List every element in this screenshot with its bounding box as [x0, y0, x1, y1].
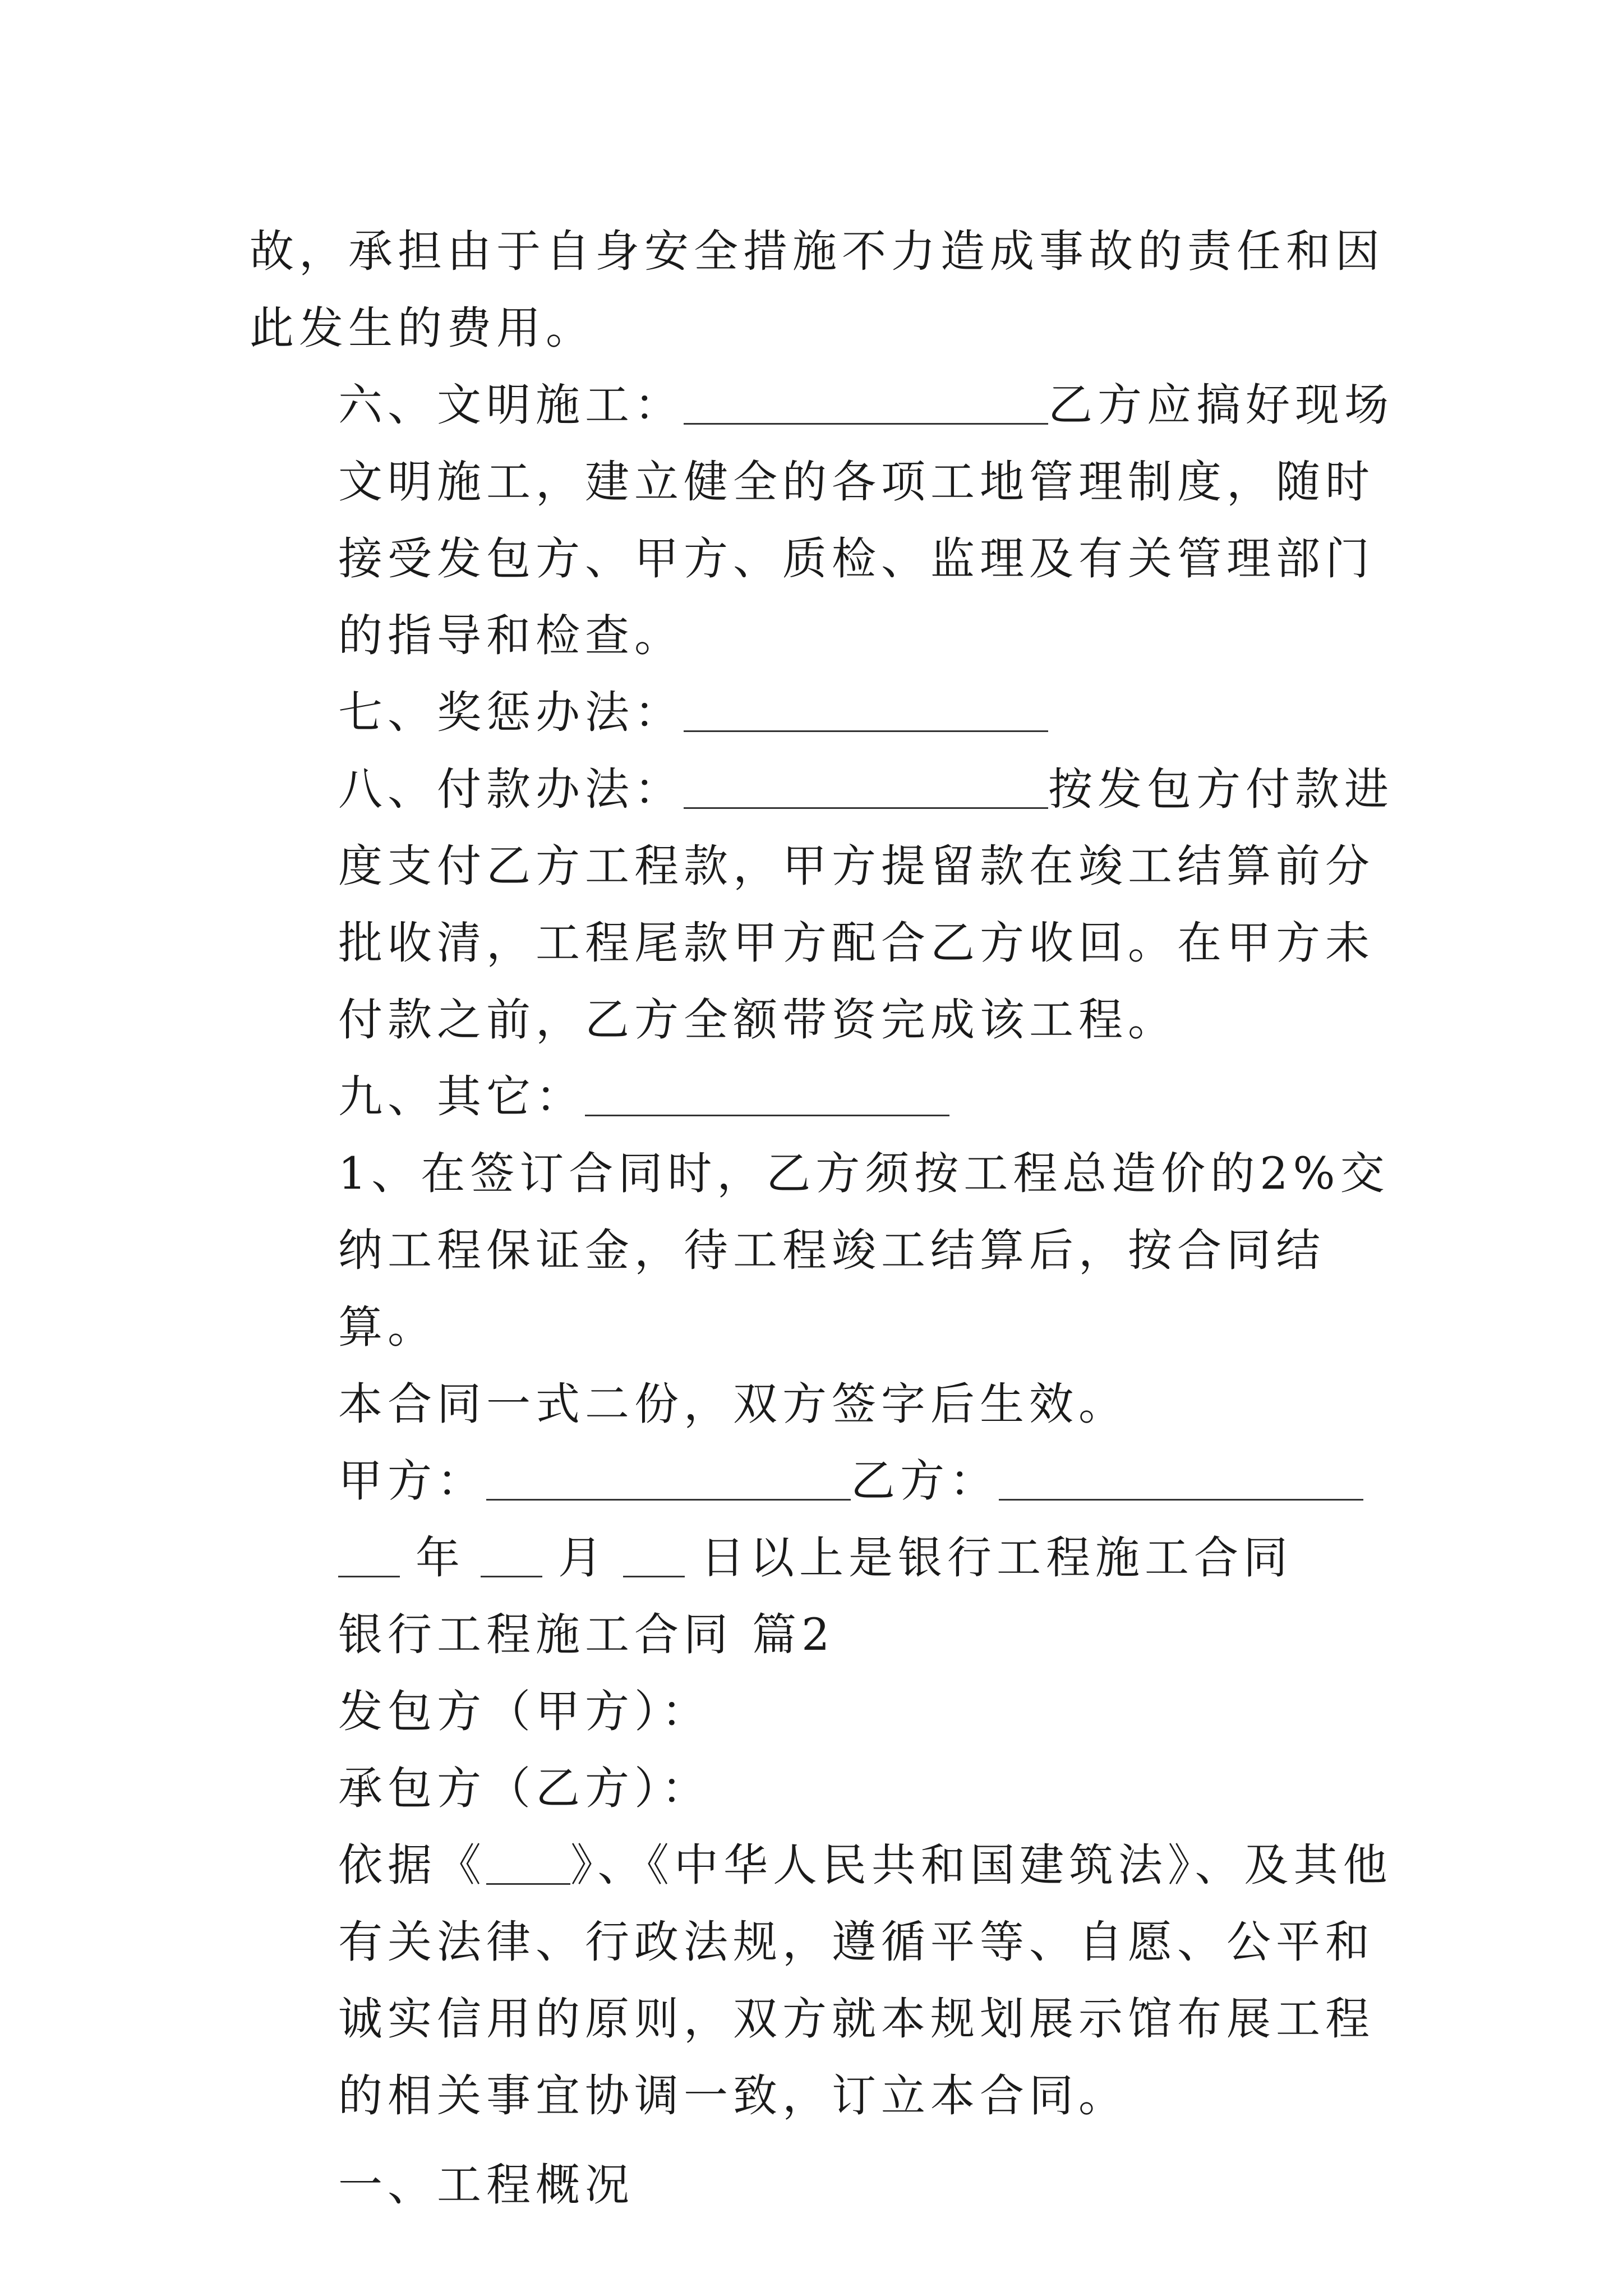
- date-day-label: 日以上是银行工程施工合同: [700, 1532, 1293, 1584]
- clause-6-text: 乙方应搞好现场文明施工，建立健全的各项工地管理制度，随时接受发包方、甲方、质检、监理及有关管理部门的指导和检查。: [338, 379, 1394, 661]
- blank-line: [486, 1498, 851, 1501]
- section-title: 银行工程施工合同 篇2: [338, 1609, 835, 1660]
- paragraph-other: [250, 1059, 1399, 1135]
- paragraph-copies: 本合同一式二份，双方签字后生效。: [338, 1378, 1128, 1430]
- blank-line: [338, 1575, 400, 1577]
- paragraph-civilized-construction: [250, 367, 1399, 674]
- law-text: 》、《中华人民共和国建筑法》、及其他有关法律、行政法规，遵循平等、自愿、公平和诚实信用的原则，双方就本规划展示馆布展工程的相关事宜协调一致，订立本合同。: [338, 1839, 1393, 2122]
- paragraph-payment-method: [250, 751, 1399, 1059]
- paragraph-legal-basis: [250, 1827, 1399, 2134]
- date-line: [250, 1520, 1399, 1596]
- blank-line: [999, 1498, 1363, 1501]
- clause-8-text: 按发包方付款进度支付乙方工程款，甲方提留款在竣工结算前分批收清，工程尾款甲方配合乙方收回。在甲方未付款之前，乙方全额带资完成该工程。: [338, 763, 1394, 1046]
- paragraph-safety-continued: 故，承担由于自身安全措施不力造成事故的责任和因此发生的费用。: [250, 226, 1385, 354]
- blank-line: [684, 730, 1048, 732]
- party-b-line: 承包方（乙方）：: [338, 1763, 711, 1814]
- date-month-label: 月: [558, 1532, 607, 1584]
- blank-line: [481, 1575, 542, 1577]
- law-prefix: 依据《: [338, 1839, 486, 1891]
- clause-8-label: 八、付款办法：: [338, 763, 684, 815]
- blank-line: [486, 1883, 570, 1885]
- clause-9-label: 九、其它：: [338, 1071, 585, 1122]
- paragraph-deposit: 1、在签订合同时，乙方须按工程总造价的2%交纳工程保证金，待工程竣工结算后，按合同结算。: [338, 1148, 1390, 1353]
- paragraph-rewards-penalties: [250, 674, 1399, 751]
- blank-line: [684, 422, 1048, 425]
- date-year-label: 年: [416, 1532, 465, 1584]
- party-a-sign-label: 甲方：: [338, 1455, 486, 1507]
- blank-line: [623, 1575, 685, 1577]
- blank-line: [585, 1114, 949, 1116]
- signature-line: [250, 1443, 1399, 1520]
- heading-project-overview: 一、工程概况: [338, 2159, 634, 2211]
- party-a-line: 发包方（甲方）：: [338, 1686, 711, 1737]
- document-body: [250, 213, 1399, 2224]
- clause-6-label: 六、文明施工：: [338, 379, 684, 431]
- clause-7-label: 七、奖惩办法：: [338, 687, 684, 738]
- blank-line: [684, 807, 1048, 809]
- party-b-sign-label: 乙方：: [851, 1455, 999, 1507]
